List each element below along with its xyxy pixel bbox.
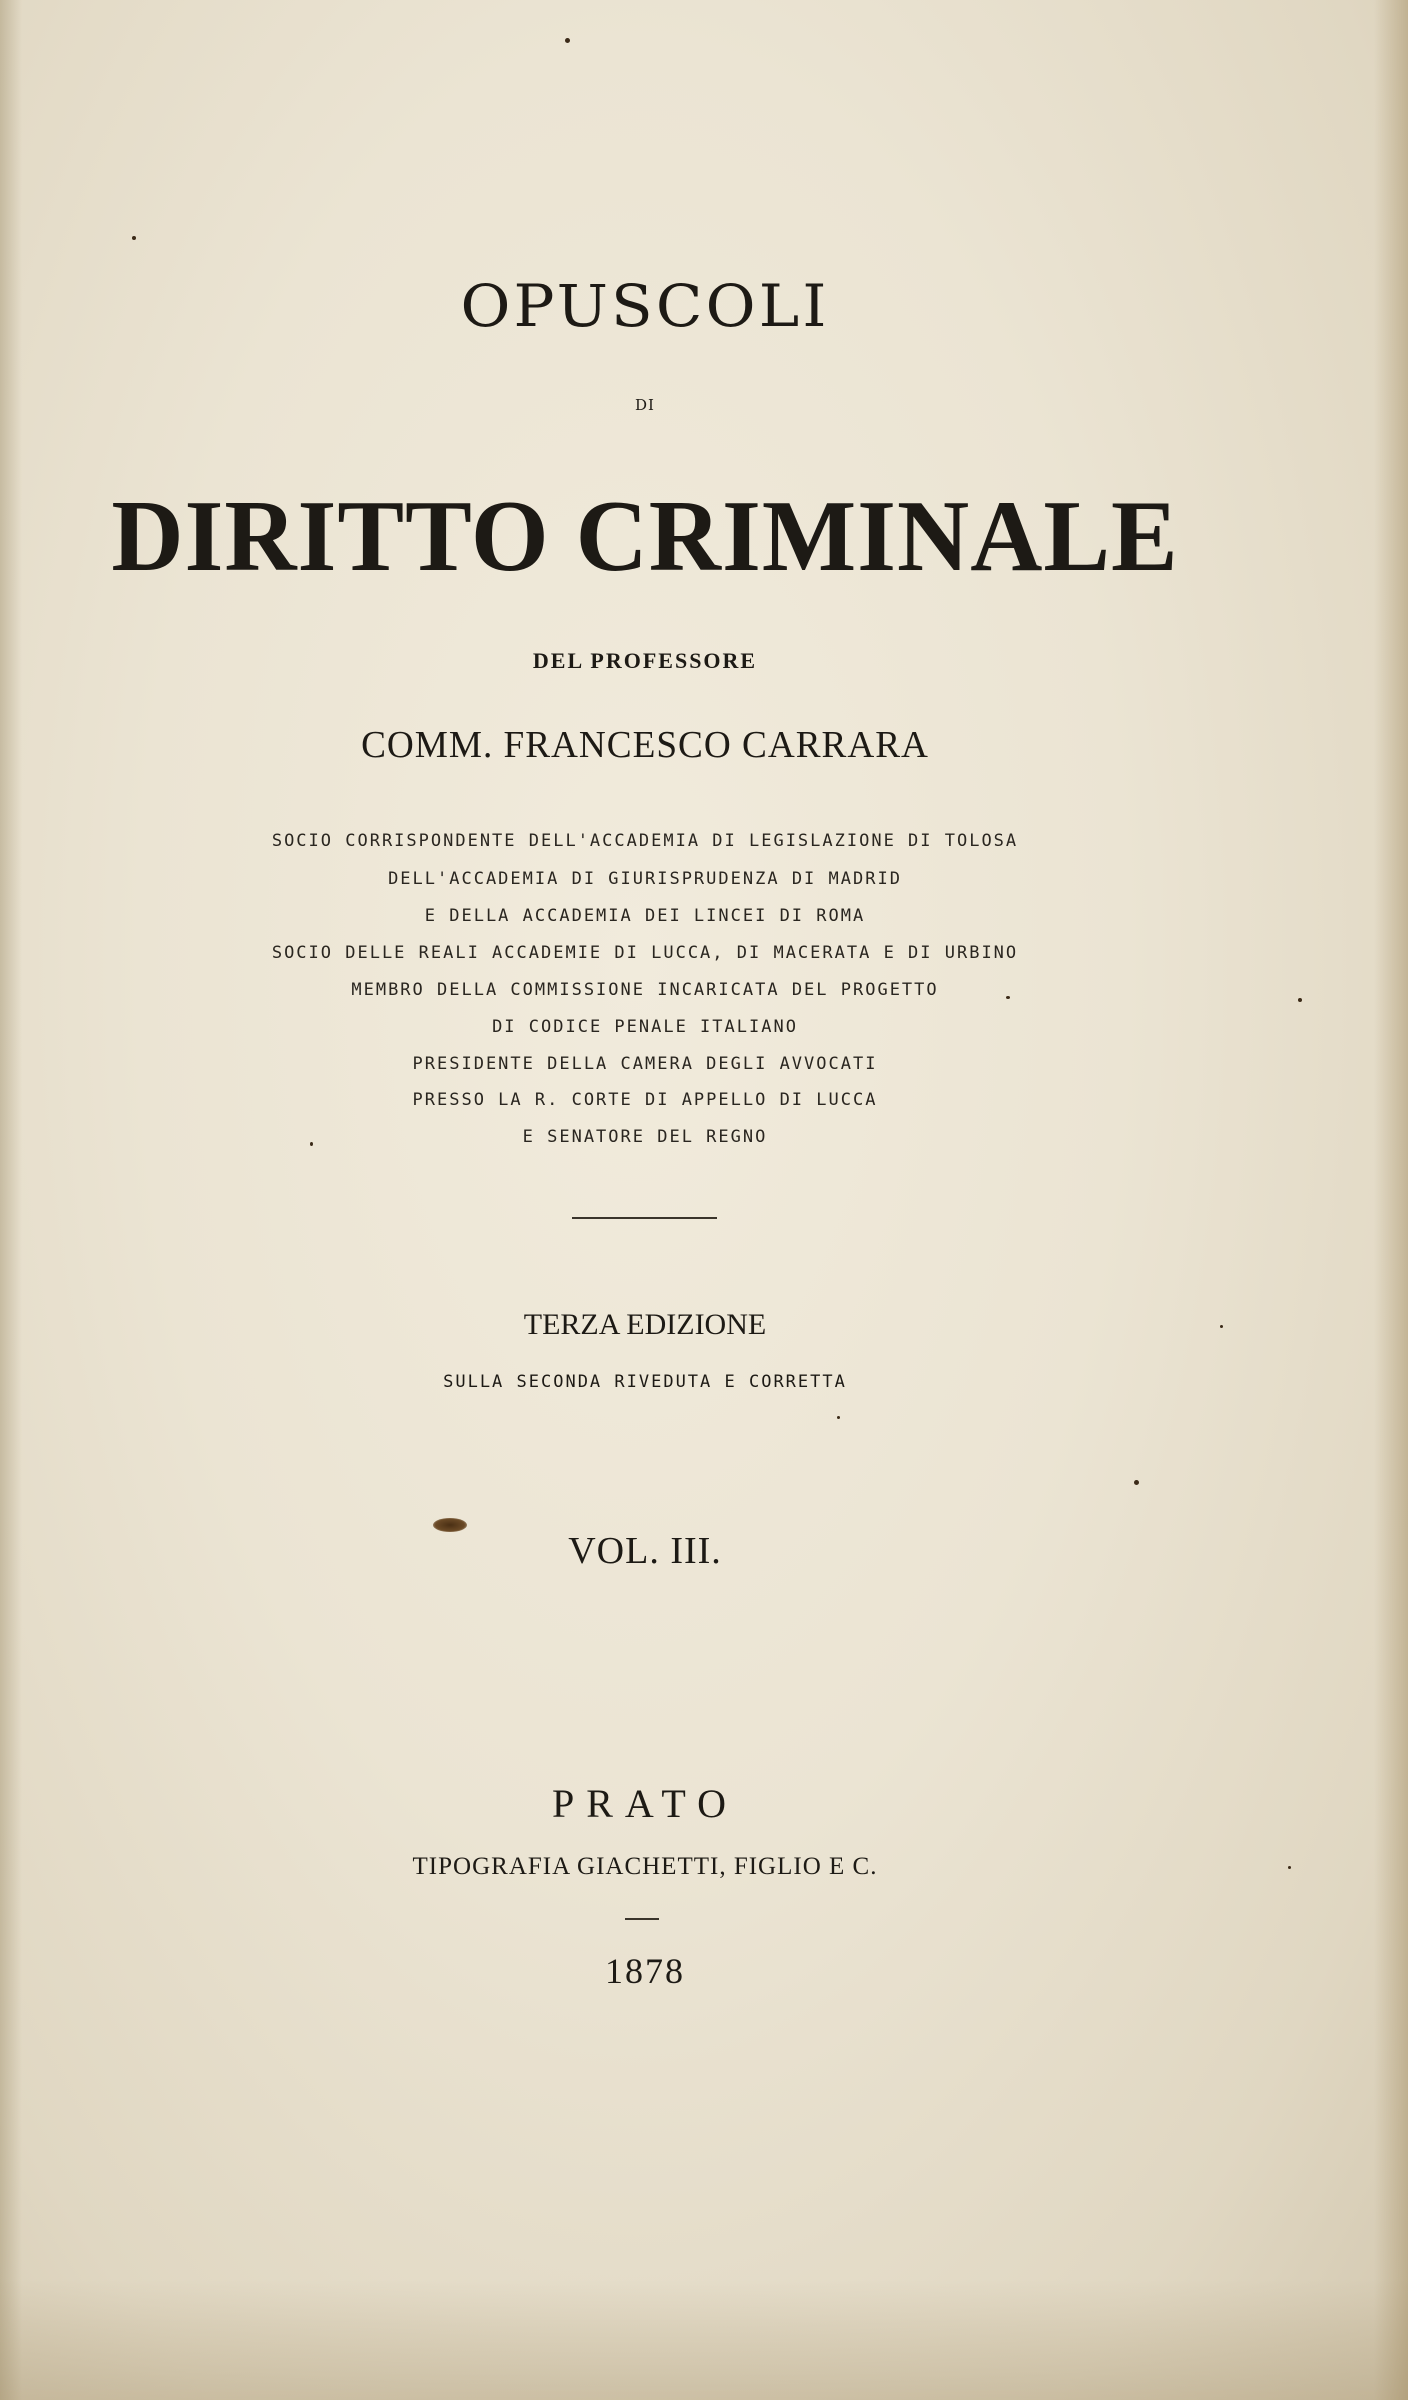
separator-rule bbox=[572, 1217, 717, 1219]
title-connector: DI bbox=[635, 396, 655, 414]
edition-title: TERZA EDIZIONE bbox=[523, 1308, 767, 1341]
credential-line: PRESSO LA R. CORTE DI APPELLO DI LUCCA bbox=[412, 1090, 878, 1110]
page-edge-shadow-right bbox=[1374, 0, 1408, 2400]
credential-line: SOCIO DELLE REALI ACCADEMIE DI LUCCA, DI MACERATA E DI URBINO bbox=[271, 943, 1019, 963]
credential-line: DELL'ACCADEMIA DI GIURISPRUDENZA DI MADRID bbox=[388, 869, 902, 889]
paper-speck bbox=[1288, 1866, 1291, 1869]
publication-city: PRATO bbox=[552, 1781, 738, 1826]
paper-speck bbox=[1298, 998, 1302, 1002]
credential-line: PRESIDENTE DELLA CAMERA DEGLI AVVOCATI bbox=[412, 1054, 878, 1074]
credential-line: E SENATORE DEL REGNO bbox=[522, 1127, 768, 1147]
edition-note: SULLA SECONDA RIVEDUTA E CORRETTA bbox=[443, 1372, 847, 1392]
credential-line: MEMBRO DELLA COMMISSIONE INCARICATA DEL PROGETTO bbox=[351, 980, 939, 1000]
paper-speck bbox=[565, 38, 570, 43]
paper-speck bbox=[837, 1416, 840, 1419]
publication-year: 1878 bbox=[605, 1951, 685, 1991]
printer-name: TIPOGRAFIA GIACHETTI, FIGLIO E C. bbox=[412, 1853, 878, 1880]
title-main: DIRITTO CRIMINALE bbox=[111, 480, 1179, 593]
credential-line: DI CODICE PENALE ITALIANO bbox=[492, 1017, 798, 1037]
title-top: OPUSCOLI bbox=[460, 272, 830, 340]
paper-speck bbox=[1006, 996, 1010, 999]
separator-rule-short bbox=[625, 1918, 659, 1920]
author-name: COMM. FRANCESCO CARRARA bbox=[361, 724, 929, 766]
author-intro: DEL PROFESSORE bbox=[532, 648, 758, 673]
page-edge-shadow-bottom bbox=[0, 2280, 1408, 2400]
paper-speck bbox=[1220, 1325, 1223, 1328]
credential-line: SOCIO CORRISPONDENTE DELL'ACCADEMIA DI LEGISLAZIONE DI TOLOSA bbox=[271, 831, 1019, 851]
page-edge-shadow-left bbox=[0, 0, 22, 2400]
paper-speck bbox=[310, 1142, 313, 1146]
paper-speck bbox=[132, 236, 136, 240]
credential-line: E DELLA ACCADEMIA DEI LINCEI DI ROMA bbox=[424, 906, 866, 926]
paper-speck bbox=[1134, 1480, 1139, 1485]
volume-number: VOL. III. bbox=[568, 1530, 722, 1572]
